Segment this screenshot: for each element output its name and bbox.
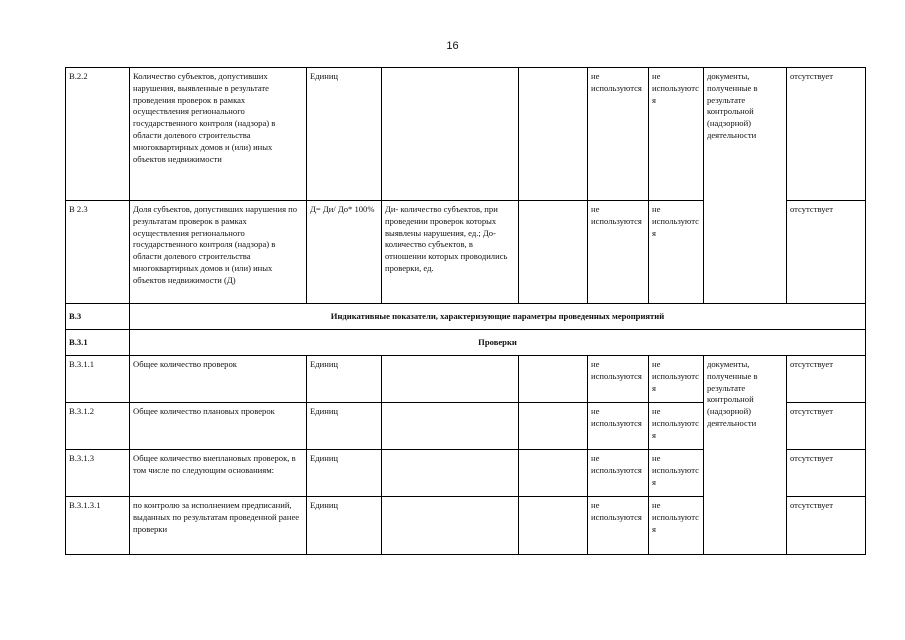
row-empty-cell (519, 68, 588, 201)
table-row (66, 68, 866, 201)
table-row (66, 356, 866, 403)
row-indicator-name: Общее количество внеплановых проверок, в том числе по следующим основаниям: (130, 450, 307, 497)
row-source: документы, полученные в результате контрольной (надзорной) деятельности (704, 68, 787, 304)
row-empty-cell (519, 497, 588, 555)
row-formula-comment: Ди- количество субъектов, при проведении проверок которых выявлены нарушения, ед.; До- количество субъектов, в отношении которых проводились проверки, ед. (382, 201, 519, 304)
section-code: В.3.1 (66, 330, 130, 356)
row-not-used: не используются (649, 201, 704, 304)
row-empty-cell (519, 450, 588, 497)
row-indicator-name: Общее количество плановых проверок (130, 403, 307, 450)
row-not-used: не используются (588, 450, 649, 497)
row-code: В.3.1.2 (66, 403, 130, 450)
row-status: отсутствует (787, 450, 866, 497)
row-not-used: не используются (588, 201, 649, 304)
row-status: отсутствует (787, 497, 866, 555)
row-code: В.3.1.3.1 (66, 497, 130, 555)
row-indicator-name: Общее количество проверок (130, 356, 307, 403)
row-code: В.2.2 (66, 68, 130, 201)
section-code: В.3 (66, 304, 130, 330)
row-indicator-name: Доля субъектов, допустивших нарушения по результатам проверок в рамках осуществления регионального государственного контроля (надзора) в области долевого строительства многоквартирных домов и (или) иных объектов недвижимости (Д) (130, 201, 307, 304)
row-unit: Единиц (307, 497, 382, 555)
row-empty-cell (519, 201, 588, 304)
section-title: Индикативные показатели, характеризующие параметры проведенных мероприятий (130, 304, 866, 330)
section-title: Проверки (130, 330, 866, 356)
row-source: документы, полученные в результате контрольной (надзорной) деятельности (704, 356, 787, 555)
row-not-used: не используются (649, 356, 704, 403)
row-not-used: не используются (588, 403, 649, 450)
indicators-table (65, 67, 866, 555)
row-status: отсутствует (787, 68, 866, 201)
row-formula-comment (382, 403, 519, 450)
row-not-used: не используются (649, 497, 704, 555)
section-row (66, 330, 866, 356)
row-unit: Единиц (307, 68, 382, 201)
row-formula-comment (382, 450, 519, 497)
row-code: В.3.1.1 (66, 356, 130, 403)
row-code: В.3.1.3 (66, 450, 130, 497)
page-number: 16 (446, 40, 459, 52)
row-not-used: не используются (588, 356, 649, 403)
row-formula-comment (382, 68, 519, 201)
row-formula-comment (382, 356, 519, 403)
row-code: В 2.3 (66, 201, 130, 304)
row-formula-comment (382, 497, 519, 555)
row-not-used: не используются (649, 68, 704, 201)
section-row (66, 304, 866, 330)
row-not-used: не используются (588, 497, 649, 555)
row-not-used: не используются (588, 68, 649, 201)
row-status: отсутствует (787, 356, 866, 403)
row-unit: Единиц (307, 403, 382, 450)
row-indicator-name: по контролю за исполнением предписаний, выданных по результатам проведенной ранее проверки (130, 497, 307, 555)
row-not-used: не используются (649, 450, 704, 497)
row-empty-cell (519, 403, 588, 450)
row-unit: Единиц (307, 356, 382, 403)
row-unit: Д= Ди/ До* 100% (307, 201, 382, 304)
row-status: отсутствует (787, 403, 866, 450)
row-indicator-name: Количество субъектов, допустивших нарушения, выявленные в результате проведения проверок в рамках осуществления регионального государственного контроля (надзора) в области долевого строительства многоквартирных домов и (или) иных объектов недвижимости (130, 68, 307, 201)
row-not-used: не используются (649, 403, 704, 450)
row-empty-cell (519, 356, 588, 403)
row-unit: Единиц (307, 450, 382, 497)
row-status: отсутствует (787, 201, 866, 304)
